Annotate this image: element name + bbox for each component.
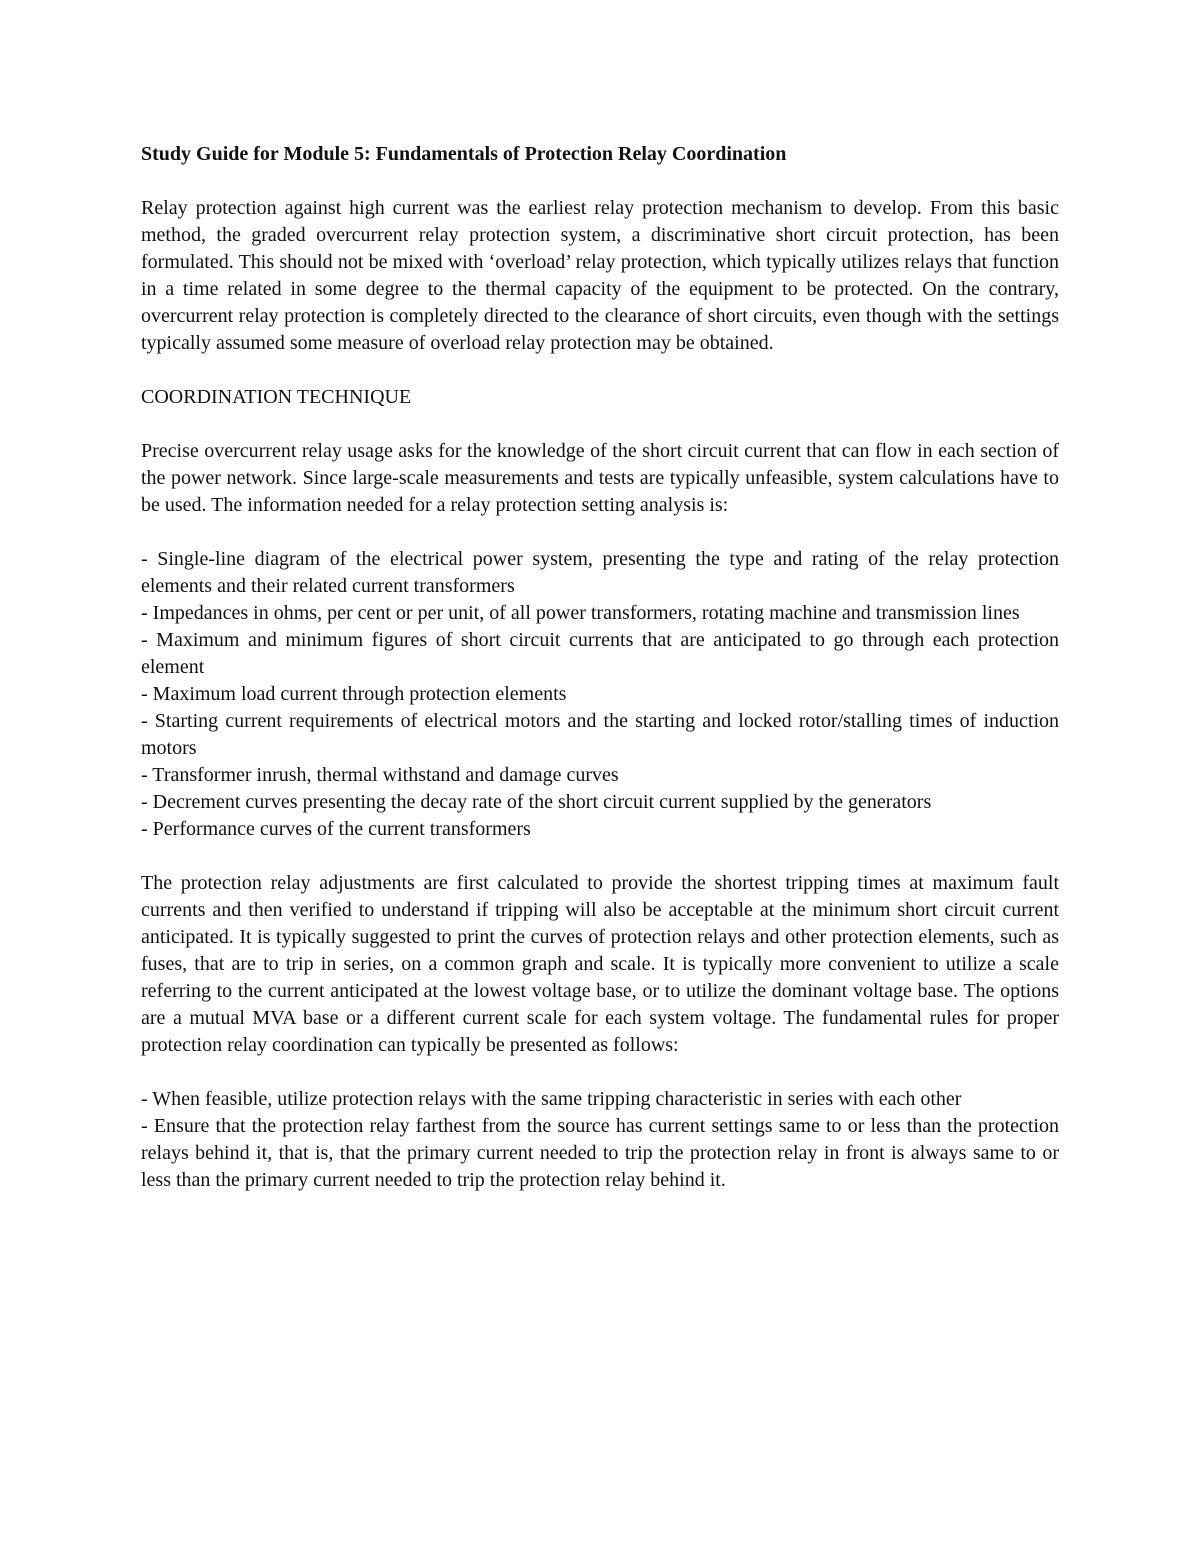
list-item: - Single-line diagram of the electrical power system, presenting the type and rating of the relay protection elements and their related current transformers	[141, 548, 1059, 597]
list-item: - When feasible, utilize protection relays with the same tripping characteristic in series with each other	[141, 1088, 962, 1110]
section-heading: COORDINATION TECHNIQUE	[141, 386, 412, 408]
list-item: - Maximum load current through protection elements	[141, 683, 567, 705]
adjustments-paragraph: The protection relay adjustments are first calculated to provide the shortest tripping times at maximum fault currents and then verified to understand if tripping will also be acceptable at the minimum short circuit current anticipated. It is typically suggested to print the curves of protection relays and other protection elements, such as fuses, that are to trip in series, on a common graph and scale. It is typically more convenient to utilize a scale referring to the current anticipated at the lowest voltage base, or to utilize the dominant voltage base. The options are a mutual MVA base or a different current scale for each system voltage. The fundamental rules for proper protection relay coordination can typically be presented as follows:	[141, 872, 1059, 1056]
document-title: Study Guide for Module 5: Fundamentals of Protection Relay Coordination	[141, 143, 787, 165]
list-item: - Performance curves of the current transformers	[141, 818, 531, 840]
list-item: - Starting current requirements of electrical motors and the starting and locked rotor/stalling times of induction motors	[141, 710, 1059, 759]
list-item: - Ensure that the protection relay farthest from the source has current settings same to or less than the protection relays behind it, that is, that the primary current needed to trip the protection relay in front is always same to or less than the primary current needed to trip the protection relay behind it.	[141, 1115, 1059, 1191]
list-item: - Decrement curves presenting the decay rate of the short circuit current supplied by the generators	[141, 791, 932, 813]
list-item: - Maximum and minimum figures of short circuit currents that are anticipated to go through each protection element	[141, 629, 1059, 678]
list-item: - Transformer inrush, thermal withstand and damage curves	[141, 764, 619, 786]
list-item: - Impedances in ohms, per cent or per unit, of all power transformers, rotating machine and transmission lines	[141, 602, 1020, 624]
intro-paragraph: Relay protection against high current was the earliest relay protection mechanism to develop. From this basic method, the graded overcurrent relay protection system, a discriminative short circuit protection, has been formulated. This should not be mixed with ‘overload’ relay protection, which typically utilizes relays that function in a time related in some degree to the thermal capacity of the equipment to be protected. On the contrary, overcurrent relay protection is completely directed to the clearance of short circuits, even though with the settings typically assumed some measure of overload relay protection may be obtained.	[141, 197, 1059, 354]
requirements-list	[141, 546, 1059, 843]
rules-list	[141, 1086, 1059, 1194]
document-page	[141, 141, 1059, 1221]
requirements-paragraph: Precise overcurrent relay usage asks for the knowledge of the short circuit current that can flow in each section of the power network. Since large-scale measurements and tests are typically unfeasible, system calculations have to be used. The information needed for a relay protection setting analysis is:	[141, 440, 1059, 516]
